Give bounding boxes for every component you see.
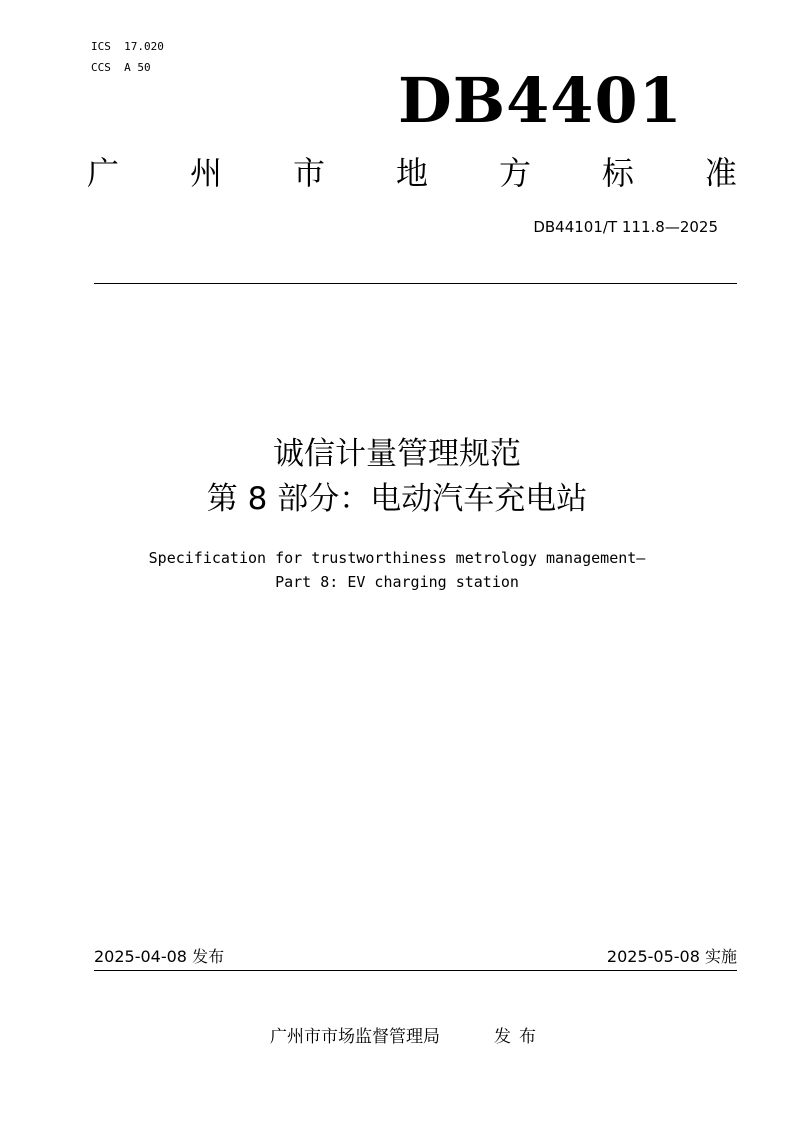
category-char: 准	[704, 154, 737, 192]
issuer-action: 发布	[494, 1027, 544, 1047]
category-char: 方	[498, 154, 531, 192]
title-cn-line2: 第 8 部分：电动汽车充电站	[206, 481, 588, 517]
publish-date: 2025-04-08 发布	[94, 947, 225, 966]
title-en-line1: Specification for trustworthiness metrology management—	[148, 549, 646, 567]
standard-number: DB44101/T 111.8—2025	[533, 218, 718, 236]
standard-logo: DB4401	[398, 64, 683, 137]
category-char: 广	[87, 154, 120, 192]
implement-date: 2025-05-08 实施	[606, 947, 737, 966]
header-divider	[94, 283, 737, 284]
category-char: 地	[395, 154, 428, 192]
category-char: 市	[292, 154, 325, 192]
standard-category	[87, 152, 737, 194]
category-char: 标	[601, 154, 634, 192]
ccs-code: CCS A 50	[91, 61, 151, 74]
ics-code: ICS 17.020	[91, 40, 164, 53]
issuer-name: 广州市市场监督管理局	[270, 1027, 440, 1047]
category-char: 州	[189, 154, 222, 192]
title-cn-line1: 诚信计量管理规范	[273, 436, 521, 472]
title-en-line2: Part 8: EV charging station	[275, 573, 519, 591]
footer-divider	[94, 970, 737, 971]
